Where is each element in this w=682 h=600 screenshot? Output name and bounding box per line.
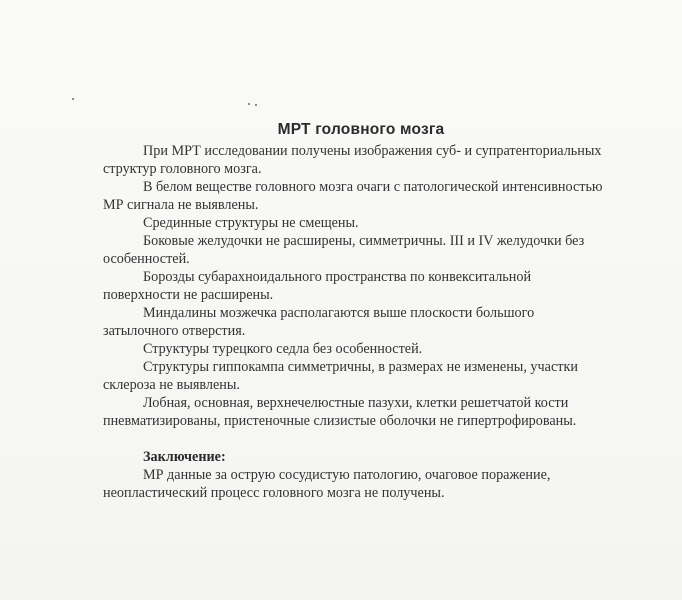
paragraph-midline: Срединные структуры не смещены.: [143, 215, 359, 231]
paragraph-sulci: Борозды субарахноидального пространства по конвекситальной поверхности не расширены.: [103, 269, 532, 303]
paragraph-ventricles: Боковые желудочки не расширены, симметричны. III и IV желудочки без особенностей.: [103, 233, 585, 267]
scan-speck: [72, 98, 74, 100]
document-body: [103, 142, 608, 502]
paragraph-white-matter: В белом веществе головного мозга очаги с патологической интенсивностью МР сигнала не выявлены.: [103, 179, 603, 213]
paragraph-cerebellar-tonsils: Миндалины мозжечка располагаются выше плоскости большого затылочного отверстия.: [103, 305, 535, 339]
paragraph-sella: Структуры турецкого седла без особенностей.: [143, 341, 423, 357]
scan-speck: [248, 103, 250, 105]
conclusion-heading: Заключение:: [143, 449, 226, 465]
paragraph-scan-coverage: При МРТ исследовании получены изображения суб- и супратенториальных структур головного мозга.: [103, 143, 602, 177]
paragraph-sinuses: Лобная, основная, верхнечелюстные пазухи, клетки решетчатой кости пневматизированы, пристеночные слизистые оболочки не гипертрофированы.: [103, 395, 577, 429]
paragraph-hippocampus: Структуры гиппокампа симметричны, в размерах не изменены, участки склероза не выявлены.: [103, 359, 578, 393]
document-title: МРТ головного мозга: [277, 121, 445, 138]
spacer: [103, 430, 608, 448]
scan-speck: [255, 104, 257, 106]
conclusion-text: МР данные за острую сосудистую патологию, очаговое поражение, неопластический процесс головного мозга не получены.: [103, 467, 551, 501]
